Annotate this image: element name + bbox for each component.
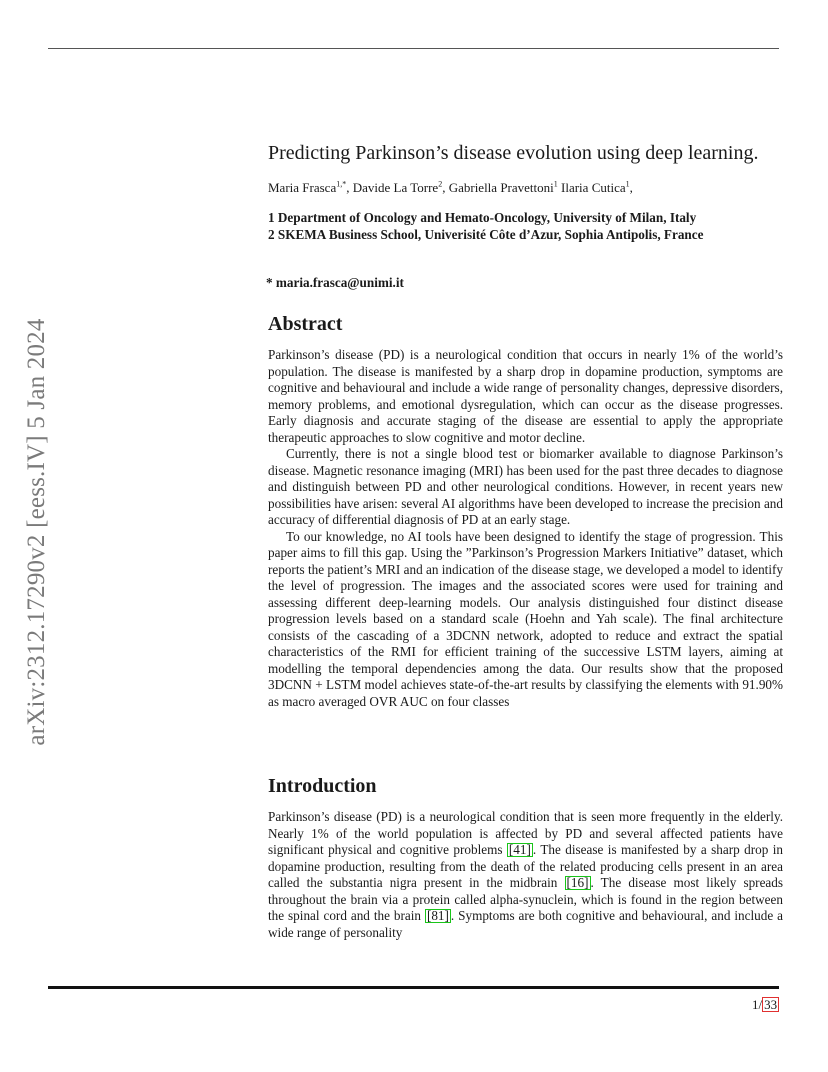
introduction-body — [268, 809, 783, 941]
abstract-body — [268, 347, 783, 710]
citation-link[interactable]: [41] — [508, 842, 531, 857]
author-list — [268, 180, 633, 196]
author: Maria Frasca$^{1,*}$, — [268, 180, 353, 196]
arxiv-identifier: arXiv:2312.17290v2 [eess.IV] 5 Jan 2024 — [23, 318, 50, 746]
footer-rule — [48, 986, 779, 989]
affiliation: 2 SKEMA Business School, Univerisité Côte d’Azur, Sophia Antipolis, France — [268, 226, 704, 242]
abstract-heading: Abstract — [268, 313, 343, 335]
paper-title: Predicting Parkinson’s disease evolution using deep learning. — [268, 142, 759, 164]
citation-link[interactable]: [16] — [566, 875, 589, 890]
affiliation: 1 Department of Oncology and Hemato-Oncology, University of Milan, Italy — [268, 210, 697, 225]
abstract-paragraph: Currently, there is not a single blood test or biomarker available to diagnose Parkinson’s disease. Magnetic resonance imaging (MRI) has been used for the past three decades to diagnose and distinguish between PD and other neurological conditions. However, in recent years new possibilities have arisen: several AI algorithms have been developed to increase the precision and accuracy of differential diagnosis of PD at an early stage. — [268, 446, 783, 527]
affiliations — [268, 210, 783, 243]
introduction-paragraph: Parkinson’s disease (PD) is a neurological condition that is seen more frequently in the elderly. Nearly 1% of the world population is affected by PD and several affected patients have significant physical and cognitive problems [41] . The disease is manifested by a sharp drop in dopamine production, resulting from the death of the related producing cells present in an area called the substantia nigra present in the midbrain [16] . The disease most likely spreads throughout the brain via a protein called alpha-synuclein, which is found in the region between the spinal cord and the brain [81] . Symptoms are both cognitive and behavioural, and include a wide range of personality — [268, 809, 784, 940]
total-pages-link[interactable]: 33 — [764, 997, 778, 1012]
author: Gabriella Pravettoni$^1$ — [448, 180, 558, 196]
corresponding-email[interactable]: * maria.frasca@unimi.it — [266, 275, 404, 290]
abstract-paragraph: Parkinson’s disease (PD) is a neurological condition that occurs in nearly 1% of the world’s population. The disease is manifested by a sharp drop in dopamine production, symptoms are cognitive and behavioural and include a wide range of personality changes, depressive disorders, memory problems, and emotional dysregulation, which can occur as the disease progresses. Early diagnosis and accurate staging of the disease are essential to apply the appropriate therapeutic approaches to slow cognitive and motor decline. — [268, 347, 783, 445]
page-number: 1/ 33 — [752, 997, 778, 1012]
author: Ilaria Cutica$^1$, — [561, 180, 633, 196]
citation-link[interactable]: [81] — [426, 908, 449, 923]
header-rule — [48, 48, 779, 49]
author: Davide La Torre$^2$, — [352, 180, 449, 196]
introduction-heading: Introduction — [268, 775, 377, 797]
abstract-paragraph: To our knowledge, no AI tools have been designed to identify the stage of progression. This paper aims to fill this gap. Using the ”Parkinson’s Progression Markers Initiative” dataset, which reports the patient’s MRI and an indication of the disease stage, we developed a model to identify the level of progression. The images and the associated scores were used for training and assessing different deep-learning models. Our analysis distinguished four distinct disease progression levels based on a standard scale (Hoehn and Yah scale). The final architecture consists of the cascading of a 3DCNN network, adopted to reduce and extract the spatial characteristics of the RMI for efficient training of the successive LSTM layers, aiming at modelling the temporal dependencies among the data. Our results show that the proposed 3DCNN + LSTM model achieves state-of-the-art results by classifying the elements with 91.90% as macro averaged OVR AUC on four classes — [268, 528, 783, 709]
